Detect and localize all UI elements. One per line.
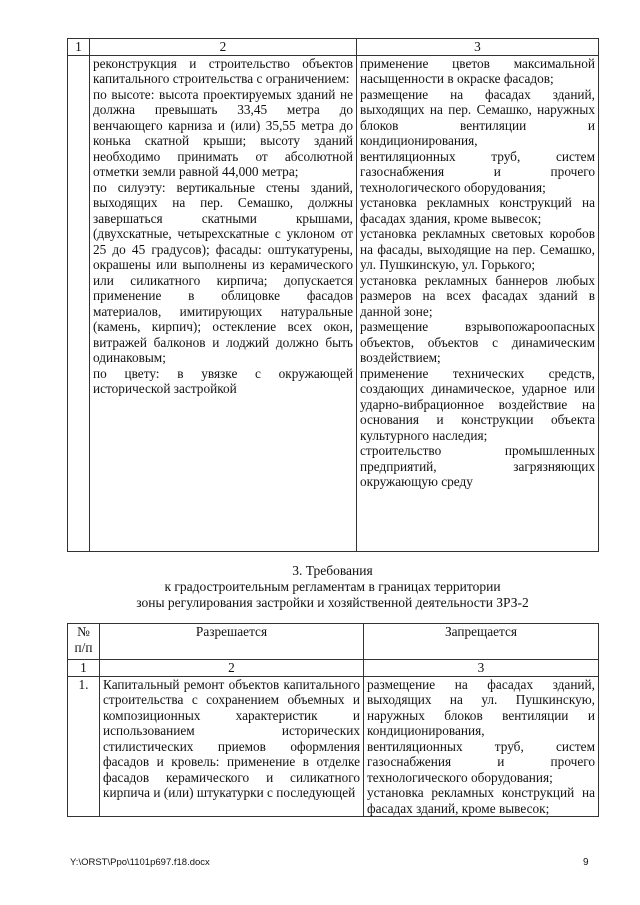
paragraph: размещение на фасадах зданий, выходящих на ул. Пушкинскую, наружных блоков вентиляции и кондиционирования,	[367, 676, 595, 738]
section-heading	[67, 563, 598, 611]
paragraph: по цвету: в увязке с окружающей исторической застройкой	[93, 365, 353, 396]
header-num-2: 2	[100, 660, 364, 677]
forbidden-cell	[364, 676, 599, 817]
header-num-1: 1	[68, 39, 90, 56]
header-num-3: 3	[364, 660, 599, 677]
allowed-cell	[90, 55, 357, 551]
table-header-numbers	[68, 39, 599, 56]
regulations-table-continued	[67, 38, 599, 552]
table-row	[68, 55, 599, 551]
paragraph: установка рекламных конструкций на фасадах здания, кроме вывесок;	[360, 195, 595, 226]
header-num-2: 2	[90, 39, 357, 56]
table-header	[68, 624, 599, 660]
column-header-allowed: Разрешается	[100, 624, 364, 660]
paragraph: установка рекламных баннеров любых размеров на всех фасадах зданий в данной зоне;	[360, 272, 595, 319]
paragraph: строительство промышленных предприятий, загрязняющих окружающую среду	[360, 443, 595, 489]
paragraph: вентиляционных труб, систем газоснабжения и прочего технологического оборудования;	[360, 148, 595, 195]
section-subtitle-2: зоны регулирования застройки и хозяйственной деятельности ЗРЗ-2	[136, 595, 529, 610]
paragraph: по силуэту: вертикальные стены зданий, выходящих на пер. Семашко, должны завершаться скатными крышами, (двухскатные, четырехскатные с уклоном от 25 до 45 градусов); фасады: оштукатурены, окрашены или выполнены из керамического или силикатного кирпича; допускается применение в облицовке фасадов материалов, имитирующих натуральные (камень, кирпич); остекление всех окон, витражей балконов и лоджий должно быть одинаковым;	[93, 179, 353, 365]
column-header-number: № п/п	[68, 624, 100, 660]
section-subtitle-1: к градостроительным регламентам в границах территории	[164, 579, 501, 594]
paragraph: размещение на фасадах зданий, выходящих на пер. Семашко, наружных блоков вентиляции и кондиционирования,	[360, 86, 595, 148]
header-num-1: 1	[68, 660, 100, 677]
table-header-numbers	[68, 660, 599, 677]
paragraph: установка рекламных световых коробов на фасады, выходящие на пер. Семашко, ул. Пушкинскую, ул. Горького;	[360, 226, 595, 272]
zrz2-regulations-table	[67, 623, 599, 817]
paragraph: применение технических средств, создающих динамическое, ударное или ударно-вибрационное воздействие на основания и конструкции объекта культурного наследия;	[360, 365, 595, 443]
paragraph: реконструкция и строительство объектов капитального строительства с ограничением:	[93, 55, 353, 86]
header-num-3: 3	[357, 39, 599, 56]
column-header-forbidden: Запрещается	[364, 624, 599, 660]
file-path: Y:\ORST\Ppo\1101p697.f18.docx	[70, 857, 210, 868]
paragraph: вентиляционных труб, систем газоснабжения и прочего технологического оборудования;	[367, 738, 595, 785]
paragraph: размещение взрывопожароопасных объектов, объектов с динамическим воздействием;	[360, 319, 595, 365]
page-number: 9	[583, 857, 589, 868]
table-row	[68, 676, 599, 817]
allowed-cell: Капитальный ремонт объектов капитального строительства с сохранением объемных и композиционных характеристик и использованием исторических стилистических приемов оформления фасадов и кровель: применение в отделке фасадов керамического и силикатного кирпича и (или) штукатурки с последующей	[100, 676, 364, 817]
paragraph: установка рекламных конструкций на фасадах зданий, кроме вывесок;	[367, 785, 595, 816]
paragraph: по высоте: высота проектируемых зданий не должна превышать 33,45 метра до венчающего карниза и (или) 35,55 метра до конька скатной крыши; высоту зданий необходимо принимать от абсолютной отметки земли равной 44,000 метра;	[93, 86, 353, 179]
row-number: 1.	[68, 676, 100, 817]
forbidden-cell	[357, 55, 599, 551]
num-cell	[68, 55, 90, 551]
paragraph: применение цветов максимальной насыщенности в окраске фасадов;	[360, 55, 595, 86]
section-title: 3. Требования	[292, 563, 373, 578]
